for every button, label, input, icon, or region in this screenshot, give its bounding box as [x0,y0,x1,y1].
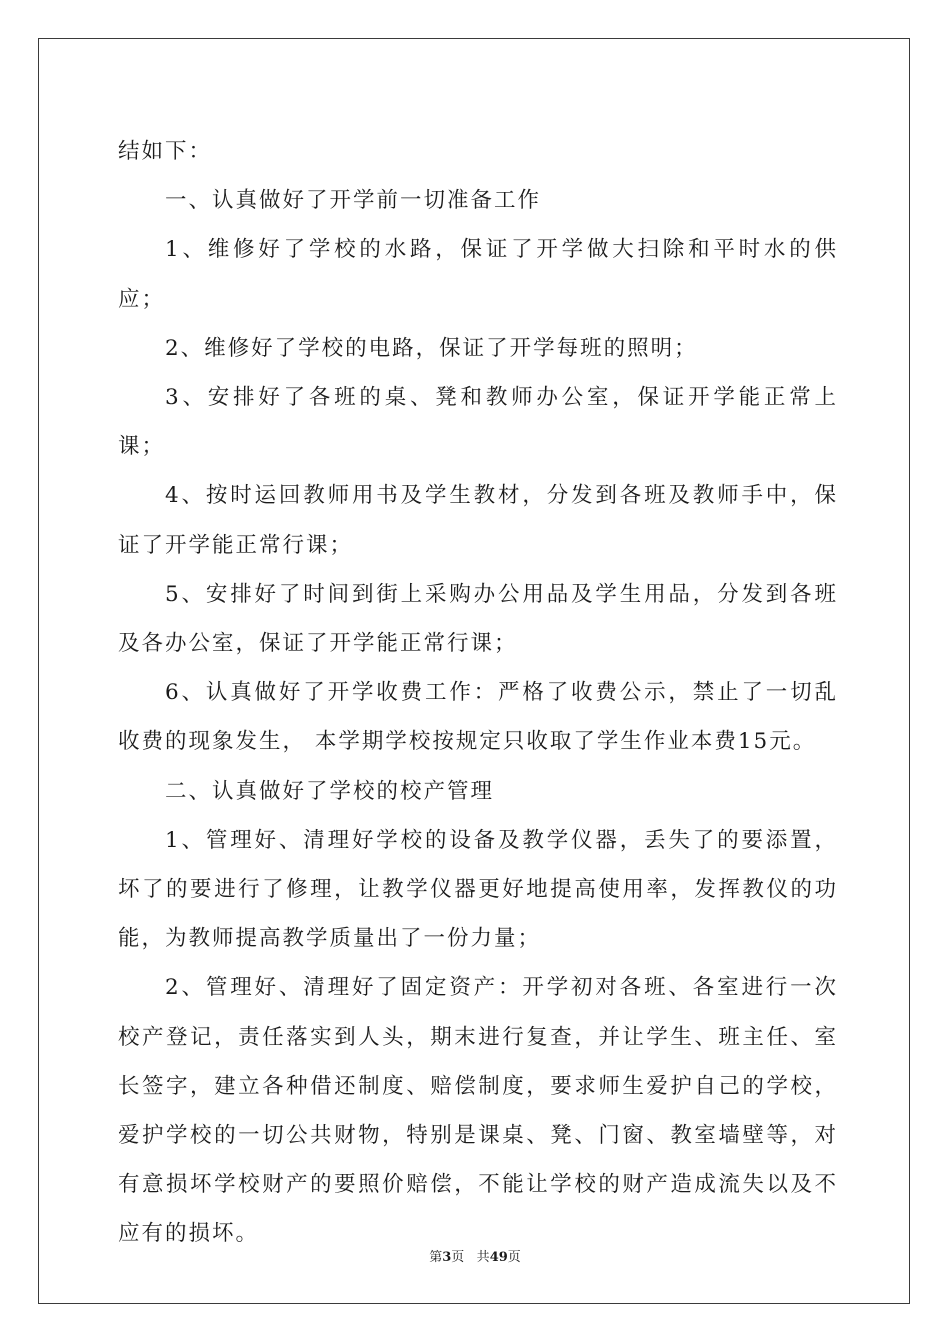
paragraph: 2、管理好、清理好了固定资产：开学初对各班、各室进行一次校产登记，责任落实到人头，期末进行复查，并让学生、班主任、室长签字，建立各种借还制度、赔偿制度，要求师生爱护自己的学校，爱护学校的一切公共财物，特别是课桌、凳、门窗、教室墙壁等，对有意损坏学校财产的要照价赔偿，不能让学校的财产造成流失以及不应有的损坏。 [118,975,838,1247]
paragraph: 1、维修好了学校的水路，保证了开学做大扫除和平时水的供应； [118,237,838,312]
total-page-count: 49 [489,1250,508,1265]
section-heading: 一、认真做好了开学前一切准备工作 [165,188,542,214]
section-heading: 二、认真做好了学校的校产管理 [165,778,495,804]
paragraph: 1、管理好、清理好学校的设备及教学仪器，丢失了的要添置，坏了的要进行了修理，让教学仪器更好地提高使用率，发挥教仪的功能，为教师提高教学质量出了一份力量； [118,827,838,952]
paragraph: 3、安排好了各班的桌、凳和教师办公室，保证开学能正常上课； [118,385,838,460]
page-number-suffix: 页 [451,1250,465,1265]
total-pages-prefix: 共 [476,1250,490,1265]
paragraph: 结如下： [118,139,213,164]
document-body [118,127,838,1259]
current-page-number: 3 [442,1250,452,1265]
total-pages-suffix: 页 [507,1250,521,1265]
page-number-prefix: 第 [429,1250,443,1265]
paragraph: 4、按时运回教师用书及学生教材，分发到各班及教师手中，保证了开学能正常行课； [118,483,838,558]
page-footer [0,1246,950,1265]
paragraph: 6、认真做好了开学收费工作：严格了收费公示，禁止了一切乱收费的现象发生， 本学期学校按规定只收取了学生作业本费15元。 [118,680,838,755]
paragraph: 5、安排好了时间到街上采购办公用品及学生用品，分发到各班及各办公室，保证了开学能正常行课； [118,581,838,657]
paragraph: 2、维修好了学校的电路，保证了开学每班的照明； [165,335,698,361]
